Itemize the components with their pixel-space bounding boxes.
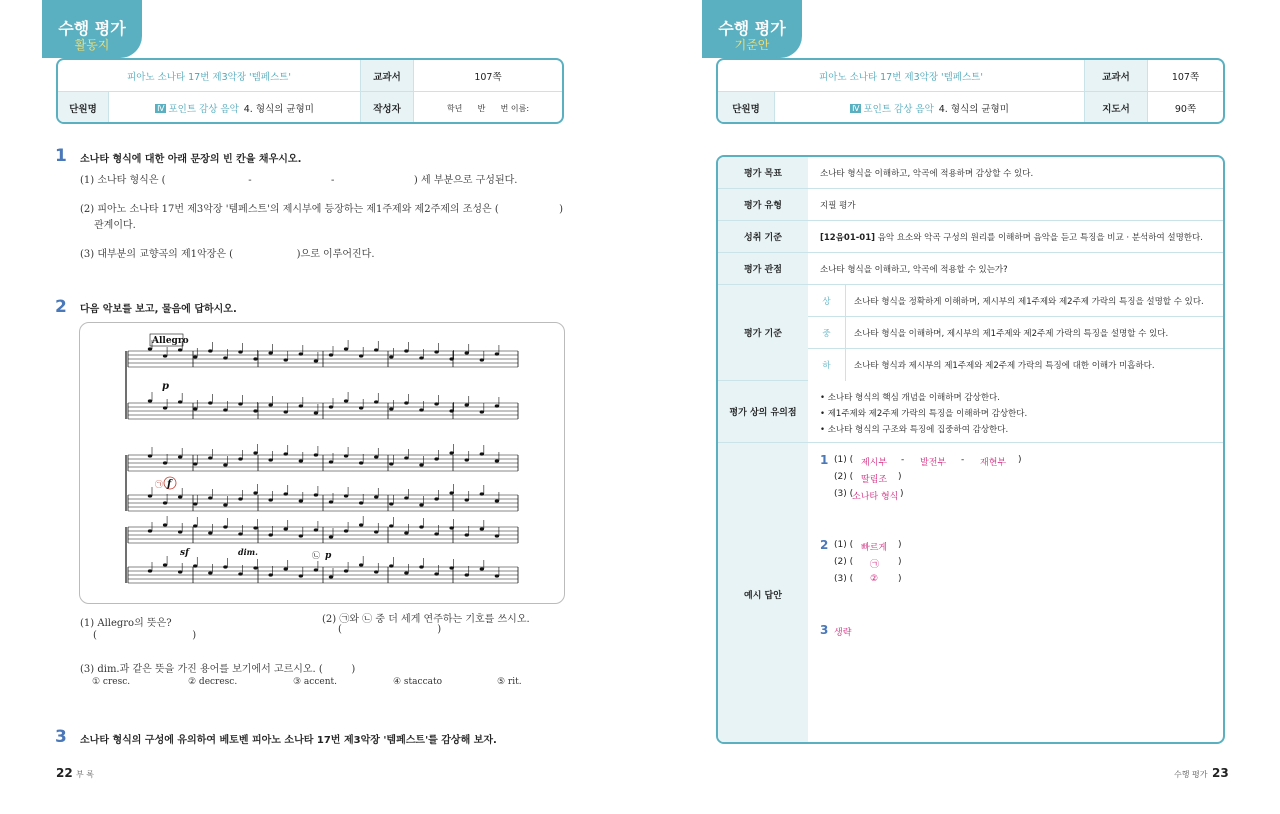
left-work-title: 피아노 소나타 17번 제3악장 '템페스트' (127, 71, 291, 83)
note-item: • 소나타 형식의 구조와 특징에 집중하여 감상한다. (820, 425, 1009, 435)
left-textbook-page: 107쪽 (474, 71, 502, 83)
answer2-2: ㉠ (870, 560, 880, 570)
mark-b: ㉡ (312, 551, 320, 560)
q1-line1: (1) 소나타 형식은 ( - - ) 세 부분으로 구성된다. (80, 175, 518, 186)
left-page-label: 부 록 (76, 770, 94, 779)
answer-label: 예시 답안 (744, 591, 782, 601)
close-paren: ) (898, 540, 902, 550)
left-info-table (56, 58, 564, 124)
right-unit-badge: Ⅳ (852, 103, 860, 113)
answer1-1-prefix: (1) ( (834, 455, 854, 465)
type-label: 평가 유형 (744, 201, 782, 211)
close-paren: ) (900, 489, 904, 499)
unit-name-text: 포인트 감상 음악 (168, 104, 239, 115)
grade-row-mid (808, 317, 1223, 349)
goal-label: 평가 목표 (744, 169, 782, 179)
option-3[interactable]: ③ accent. (293, 677, 337, 687)
right-work-title: 피아노 소나타 17번 제3악장 '템페스트' (819, 71, 983, 83)
tempo-mark: Allegro (152, 336, 189, 346)
left-page-number: 22 (56, 766, 73, 780)
notes-list (820, 390, 1027, 438)
notes-label: 평가 상의 유의점 (729, 408, 797, 418)
right-unit-sub-text: 4. 형식의 균형미 (938, 104, 1009, 115)
unit-sub-text: 4. 형식의 균형미 (243, 104, 314, 115)
dynamic-f: f (167, 479, 172, 490)
dash: - (901, 455, 905, 465)
mark-a: ㉠ (155, 480, 163, 489)
right-page-label: 수행 평가 (1174, 770, 1208, 779)
sheet-music (80, 323, 566, 605)
close-paren: ) (898, 557, 902, 567)
answer3: 생략 (834, 628, 852, 638)
answer1-2-prefix: (2) ( (834, 472, 854, 482)
standard-text (820, 221, 1217, 252)
answer2-2-prefix: (2) ( (834, 557, 854, 567)
left-author-fields[interactable]: 학년 반 번 이름: (446, 103, 530, 113)
left-author-label: 작성자 (361, 92, 413, 124)
standard-desc: 음악 요소와 악곡 구성의 원리를 이해하며 음악을 듣고 특징을 비교 · 분석하여 설명한다. (877, 232, 1203, 243)
right-guide-page: 90쪽 (1174, 104, 1197, 115)
dynamic-p: p (162, 381, 169, 392)
q2-sub2: (2) ㉠와 ㉡ 중 더 세게 연주하는 기호를 쓰시오. (322, 614, 530, 625)
row-goal (718, 157, 1223, 189)
option-1[interactable]: ① cresc. (92, 677, 131, 687)
grade-row-low (808, 349, 1223, 381)
answer2-1: 빠르게 (861, 543, 888, 553)
q1-line2b: 관계이다. (94, 220, 136, 231)
view-text: 소나타 형식을 이해하고, 악곡에 적용할 수 있는가? (820, 264, 1008, 275)
right-info-table (716, 58, 1225, 124)
row-criteria (718, 285, 1223, 381)
q2-number: 2 (55, 297, 67, 317)
row-type (718, 189, 1223, 221)
view-label: 평가 관점 (744, 265, 782, 275)
answer1-1-development: 발전부 (920, 458, 947, 468)
answer1-1-recap: 재현부 (980, 458, 1007, 468)
right-page-number: 23 (1212, 766, 1229, 780)
answer2-number: 2 (820, 538, 829, 552)
grade-row-high (808, 285, 1223, 317)
answer1-3-prefix: (3) ( (834, 489, 854, 499)
right-textbook-label: 교과서 (1085, 60, 1147, 91)
answer2-3-prefix: (3) ( (834, 574, 854, 584)
q1-line3: (3) 대부분의 교향곡의 제1악장은 ( )으로 이루어진다. (80, 249, 375, 260)
type-text: 지필 평가 (820, 200, 856, 211)
dynamic-p2: p (325, 551, 332, 561)
note-item: • 제1주제와 제2주제 가락의 특징을 이해하며 감상한다. (820, 409, 1028, 419)
right-guide-label: 지도서 (1085, 92, 1147, 124)
row-view (718, 253, 1223, 285)
criteria-label: 평가 기준 (744, 329, 782, 339)
q2-sub2-blank[interactable]: ( ) (338, 624, 442, 635)
close-paren: ) (1018, 455, 1022, 465)
right-tab-badge (702, 0, 802, 58)
option-4[interactable]: ④ staccato (393, 677, 443, 687)
right-unit-label: 단원명 (718, 92, 774, 124)
answer1-3: 소나타 형식 (852, 492, 899, 502)
right-unit-name-text: 포인트 감상 음악 (863, 104, 934, 115)
score-box (79, 322, 565, 604)
grade-mid-text: 소나타 형식을 이해하며, 제시부의 제1주제와 제2주제 가락의 특징을 설명할 수 있다. (854, 328, 1169, 339)
q2-sub3: (3) dim.과 같은 뜻을 가진 용어를 보기에서 고르시오. ( ) (80, 664, 356, 675)
grade-mid-label: 중 (808, 317, 846, 348)
left-tab-title: 수행 평가 (58, 19, 126, 38)
right-textbook-page: 107쪽 (1171, 71, 1200, 83)
q2-sub1: (1) Allegro의 뜻은? (80, 618, 172, 629)
right-unit-name (775, 92, 1084, 124)
q2-title: 다음 악보를 보고, 물음에 답하시오. (80, 304, 237, 315)
dash: - (961, 455, 965, 465)
goal-text: 소나타 형식을 이해하고, 악곡에 적용하며 감상할 수 있다. (820, 168, 1034, 179)
answer1-2: 딸림조 (861, 475, 888, 485)
standard-code: [12음01-01] (820, 232, 875, 243)
answer1-number: 1 (820, 453, 829, 467)
q1-title: 소나타 형식에 대한 아래 문장의 빈 칸을 채우시오. (80, 154, 302, 165)
answer2-1-prefix: (1) ( (834, 540, 854, 550)
option-5[interactable]: ⑤ rit. (497, 677, 522, 687)
q3-number: 3 (55, 727, 67, 747)
note-item: • 소나타 형식의 핵심 개념을 이해하며 감상한다. (820, 393, 1000, 403)
row-answers (718, 443, 1223, 744)
grade-high-text: 소나타 형식을 정확하게 이해하며, 제시부의 제1주제와 제2주제 가락의 특징을 설명할 수 있다. (854, 296, 1204, 307)
close-paren: ) (898, 472, 902, 482)
row-standard (718, 221, 1223, 253)
left-unit-name (109, 92, 360, 124)
q1-line2: (2) 피아노 소나타 17번 제3악장 '템페스트'의 제시부에 등장하는 제1주제와 제2주제의 조성은 ( ) (80, 204, 564, 215)
answer2-3: ② (870, 574, 879, 584)
q1-number: 1 (55, 146, 67, 166)
unit-badge: Ⅳ (157, 103, 165, 113)
dynamic-sf: sf (180, 548, 189, 558)
grade-low-label: 하 (808, 349, 846, 381)
row-notes (718, 381, 1223, 443)
left-tab-badge (42, 0, 142, 58)
right-tab-title: 수행 평가 (718, 19, 786, 38)
left-textbook-label: 교과서 (361, 60, 413, 91)
dynamic-dim: dim. (238, 547, 258, 557)
q3-title: 소나타 형식의 구성에 유의하여 베토벤 피아노 소나타 17번 제3악장 '템페스트'를 감상해 보자. (80, 735, 497, 746)
assessment-table (716, 155, 1225, 744)
answer3-number: 3 (820, 623, 829, 637)
standard-label: 성취 기준 (744, 233, 782, 243)
q2-sub1-blank[interactable]: ( ) (93, 630, 197, 641)
right-tab-subtitle: 기준안 (734, 38, 770, 52)
left-unit-label: 단원명 (58, 92, 108, 124)
left-tab-subtitle: 활동지 (74, 38, 110, 52)
close-paren: ) (898, 574, 902, 584)
option-2[interactable]: ② decresc. (188, 677, 238, 687)
grade-low-text: 소나타 형식과 제시부의 제1주제와 제2주제 가락의 특징에 대한 이해가 미흡하다. (854, 361, 1155, 371)
grade-high-label: 상 (808, 285, 846, 316)
answer1-1-exposition: 제시부 (861, 458, 888, 468)
